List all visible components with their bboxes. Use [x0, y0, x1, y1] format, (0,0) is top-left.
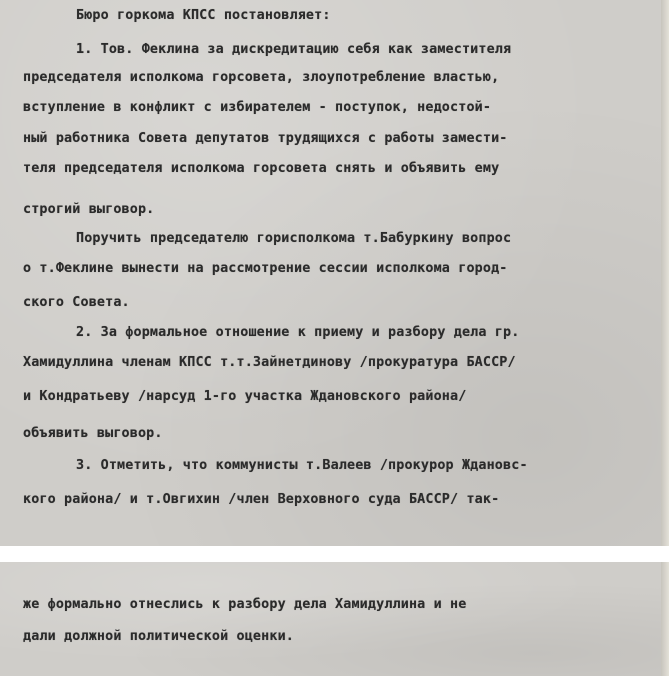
text-line: кого района/ и т.Овгихин /член Верховного суда БАССР/ так-	[23, 492, 500, 507]
text-line: 3. Отметить, что коммунисты т.Валеев /прокурор Ждановс-	[76, 458, 528, 473]
text-line: ского Совета.	[23, 295, 130, 310]
text-line: ный работника Совета депутатов трудящихся с работы замести-	[23, 131, 508, 146]
text-line: строгий выговор.	[23, 202, 155, 217]
text-line: теля председателя исполкома горсовета снять и объявить ему	[23, 161, 500, 176]
text-line: председателя исполкома горсовета, злоупотребление властью,	[23, 70, 500, 85]
text-line: Бюро горкома КПСС постановляет:	[76, 8, 331, 23]
page-edge	[661, 0, 669, 546]
text-line: и Кондратьеву /нарсуд 1-го участка Ждановского района/	[23, 389, 467, 404]
text-line: вступление в конфликт с избирателем - поступок, недостой-	[23, 100, 492, 115]
text-line: дали должной политической оценки.	[23, 629, 294, 644]
page-edge	[661, 562, 669, 676]
text-line: Поручить председателю горисполкома т.Бабуркину вопрос	[76, 231, 512, 246]
text-line: 1. Тов. Феклина за дискредитацию себя как заместителя	[76, 42, 512, 57]
text-line: 2. За формальное отношение к приему и разбору дела гр.	[76, 325, 520, 340]
text-line: о т.Феклине вынести на рассмотрение сессии исполкома город-	[23, 261, 508, 276]
document-page-fragment-bottom	[0, 562, 669, 676]
text-line: же формально отнеслись к разбору дела Хамидуллина и не	[23, 597, 467, 612]
text-line: Хамидуллина членам КПСС т.т.Зайнетдинову /прокуратура БАССР/	[23, 355, 516, 370]
text-line: объявить выговор.	[23, 426, 163, 441]
